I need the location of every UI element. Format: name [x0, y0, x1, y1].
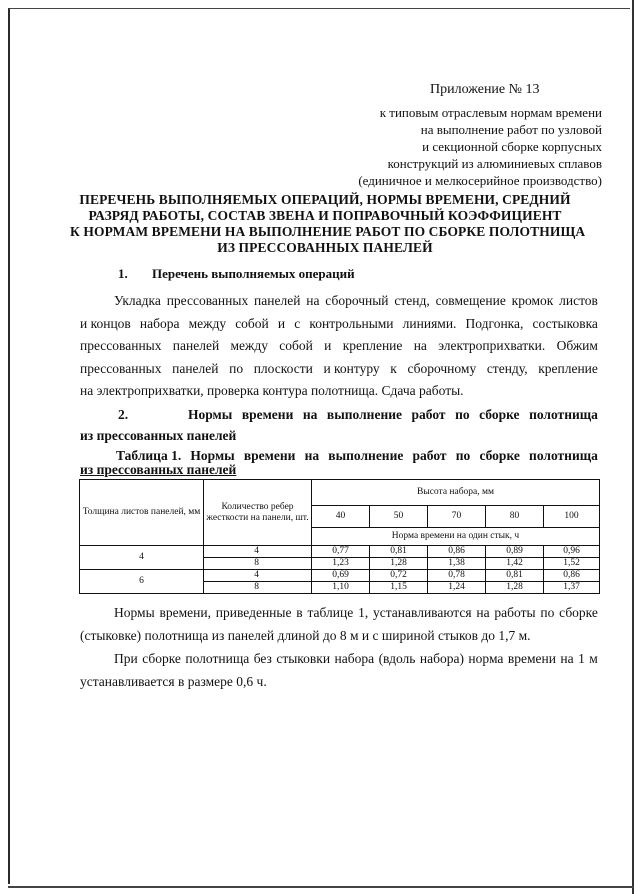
- title-line: РАЗРЯД РАБОТЫ, СОСТАВ ЗВЕНА И ПОПРАВОЧНЫЙ КОЭФФИЦИЕНТ: [88, 208, 562, 223]
- section1-heading: [118, 266, 355, 282]
- word: полотнища: [185, 651, 250, 666]
- paragraph-line: [80, 380, 598, 403]
- header-height-value: 50: [370, 506, 428, 528]
- word: на: [306, 293, 320, 308]
- section2-number: 2.: [118, 407, 129, 422]
- word: устанавливаются: [373, 605, 472, 620]
- table-caption-line: из прессованных панелей: [80, 462, 237, 477]
- word: крепление: [538, 360, 598, 376]
- cell-thickness: 6: [80, 570, 204, 594]
- word: на электроприхватки, проверка контура полотнища. Сдача работы.: [80, 383, 464, 398]
- header-thickness: Толщина листов панелей, мм: [80, 480, 204, 546]
- word: Укладка: [114, 293, 161, 308]
- heading-words: [188, 404, 598, 425]
- word: панелей: [172, 338, 220, 353]
- word: кромок: [511, 293, 554, 308]
- header-norm-subheader: Норма времени на один стык, ч: [312, 528, 600, 546]
- word: Обжим: [556, 338, 598, 353]
- cell-norm: 1,38: [428, 558, 486, 570]
- section1-number: 1.: [118, 266, 128, 281]
- cell-norm: 1,23: [312, 558, 370, 570]
- note-paragraph-1: [80, 601, 598, 647]
- header-height-value: 80: [486, 506, 544, 528]
- word: панелей: [172, 360, 219, 376]
- word: по: [455, 448, 471, 463]
- table-caption-line: [80, 449, 598, 463]
- paragraph-line: [80, 335, 598, 358]
- word: по: [229, 360, 244, 376]
- cell-norm: 1,28: [486, 582, 544, 594]
- word: на: [560, 651, 574, 666]
- appendix-line: на выполнение работ по узловой: [420, 122, 602, 137]
- header-height-value: 70: [428, 506, 486, 528]
- cell-ribs: 4: [204, 570, 312, 582]
- word: контрольными: [309, 315, 394, 331]
- word: полотнища: [529, 407, 598, 422]
- word: с: [294, 315, 301, 331]
- word: между: [188, 315, 227, 331]
- word: сборке: [479, 407, 520, 422]
- word: стенду,: [486, 360, 528, 376]
- title-line: К НОРМАМ ВРЕМЕНИ НА ВЫПОЛНЕНИЕ РАБОТ ПО СБОРКЕ ПОЛОТНИЩА: [70, 224, 586, 239]
- header-ribs: Количество ребер жесткости на панели, шт.: [204, 480, 312, 546]
- section2-heading-line: [80, 404, 598, 425]
- cell-norm: 0,72: [370, 570, 428, 582]
- word: работ: [411, 407, 446, 422]
- word: работ: [412, 448, 447, 463]
- section1-paragraph: [80, 290, 598, 403]
- word: времени: [507, 651, 556, 666]
- title-line: ПЕРЕЧЕНЬ ВЫПОЛНЯЕМЫХ ОПЕРАЦИЙ, НОРМЫ ВРЕМЕНИ, СРЕДНИЙ: [79, 192, 571, 207]
- note-line: [80, 601, 598, 624]
- word: 1: [578, 651, 585, 666]
- word: Таблица 1.: [116, 448, 182, 463]
- cell-norm: 1,42: [486, 558, 544, 570]
- word: и: [277, 315, 286, 331]
- word: в: [296, 605, 303, 620]
- cell-norm: 0,86: [544, 570, 600, 582]
- word: набора: [334, 651, 375, 666]
- cell-norm: 1,10: [312, 582, 370, 594]
- cell-norm: 0,69: [312, 570, 370, 582]
- word: набора): [419, 651, 464, 666]
- word: собой: [235, 315, 269, 331]
- appendix-line: конструкций из алюминиевых сплавов: [387, 156, 602, 171]
- cell-norm: 1,52: [544, 558, 600, 570]
- word: листов: [559, 293, 598, 308]
- cell-norm: 0,86: [428, 546, 486, 558]
- scan-right-edge: [632, 0, 634, 894]
- word: 1,: [358, 605, 369, 620]
- word: стенд,: [394, 293, 430, 308]
- word: прессованных: [80, 338, 162, 353]
- word: норма: [468, 651, 504, 666]
- title-line: ИЗ ПРЕССОВАННЫХ ПАНЕЛЕЙ: [217, 240, 433, 255]
- word: сборке: [559, 605, 598, 620]
- word: на: [413, 338, 427, 353]
- word: электроприхватки.: [438, 338, 546, 353]
- word: приведенные: [215, 605, 292, 620]
- word: времени: [241, 407, 294, 422]
- note-line: устанавливается в размере 0,6 ч.: [80, 674, 267, 689]
- word: сборочному: [407, 360, 477, 376]
- word: на: [476, 605, 490, 620]
- scan-bottom-edge: [8, 886, 634, 888]
- word: по: [455, 407, 470, 422]
- header-height: Высота набора, мм: [312, 480, 600, 506]
- header-height-value: 40: [312, 506, 370, 528]
- cell-ribs: 8: [204, 558, 312, 570]
- document-title: [70, 192, 586, 256]
- word: стыковки: [276, 651, 331, 666]
- word: выполнение: [328, 448, 404, 463]
- paragraph-line: [80, 358, 598, 381]
- cell-norm: 0,77: [312, 546, 370, 558]
- word: Нормы: [114, 605, 155, 620]
- word: совмещение: [435, 293, 506, 308]
- section2-heading: [80, 404, 598, 446]
- cell-norm: 1,15: [370, 582, 428, 594]
- word: к: [390, 360, 397, 376]
- word: по: [540, 605, 555, 620]
- word: набора: [139, 315, 180, 331]
- cell-ribs: 8: [204, 582, 312, 594]
- word: на: [302, 407, 318, 422]
- appendix-line: и секционной сборке корпусных: [422, 139, 602, 154]
- note-line: [80, 647, 598, 670]
- word: времени,: [159, 605, 211, 620]
- table-row: [80, 570, 600, 582]
- word: сборке: [479, 448, 520, 463]
- norms-table: [79, 479, 600, 594]
- word: прессованных: [166, 293, 249, 308]
- word: работы: [494, 605, 536, 620]
- word: без: [253, 651, 272, 666]
- cell-norm: 1,24: [428, 582, 486, 594]
- word: Нормы: [188, 407, 233, 422]
- note-paragraph-2: [80, 647, 598, 693]
- appendix-number: Приложение № 13: [430, 82, 540, 97]
- word: и контуру: [323, 360, 380, 376]
- word: состыковка: [532, 315, 598, 331]
- cell-norm: 1,37: [544, 582, 600, 594]
- word: и: [324, 338, 332, 353]
- word: времени: [243, 448, 296, 463]
- word: панелей: [254, 293, 301, 308]
- word: на: [304, 448, 320, 463]
- cell-ribs: 4: [204, 546, 312, 558]
- section1-title: Перечень выполняемых операций: [152, 266, 355, 281]
- word: При: [114, 651, 138, 666]
- word: между: [230, 338, 268, 353]
- cell-norm: 0,89: [486, 546, 544, 558]
- word: Подгонка,: [465, 315, 524, 331]
- table-row: [80, 546, 600, 558]
- word: сборочный: [325, 293, 389, 308]
- word: таблице: [307, 605, 354, 620]
- table-caption: [80, 449, 598, 477]
- appendix-description: [302, 104, 602, 189]
- word: выполнение: [326, 407, 402, 422]
- word: полотнища: [529, 448, 598, 463]
- word: м: [589, 651, 598, 666]
- word: крепление: [342, 338, 403, 353]
- cell-norm: 0,81: [370, 546, 428, 558]
- word: (вдоль: [378, 651, 416, 666]
- word: Нормы: [190, 448, 235, 463]
- cell-norm: 0,78: [428, 570, 486, 582]
- word: плоскости: [253, 360, 313, 376]
- appendix-line: к типовым отраслевым нормам времени: [379, 105, 602, 120]
- paragraph-line: [80, 290, 598, 313]
- word: собой: [279, 338, 313, 353]
- cell-thickness: 4: [80, 546, 204, 570]
- word: сборке: [142, 651, 181, 666]
- appendix-line: (единичное и мелкосерийное производство): [358, 173, 602, 188]
- word: прессованных: [80, 360, 162, 376]
- word: и концов: [80, 315, 131, 331]
- header-height-value: 100: [544, 506, 600, 528]
- cell-norm: 0,81: [486, 570, 544, 582]
- paragraph-line: [80, 313, 598, 336]
- section2-heading-line: из прессованных панелей: [80, 428, 237, 443]
- word: линиями.: [402, 315, 457, 331]
- cell-norm: 1,28: [370, 558, 428, 570]
- cell-norm: 0,96: [544, 546, 600, 558]
- note-line: (стыковке) полотнища из панелей длиной до 8 м и с шириной стыков до 1,7 м.: [80, 628, 531, 643]
